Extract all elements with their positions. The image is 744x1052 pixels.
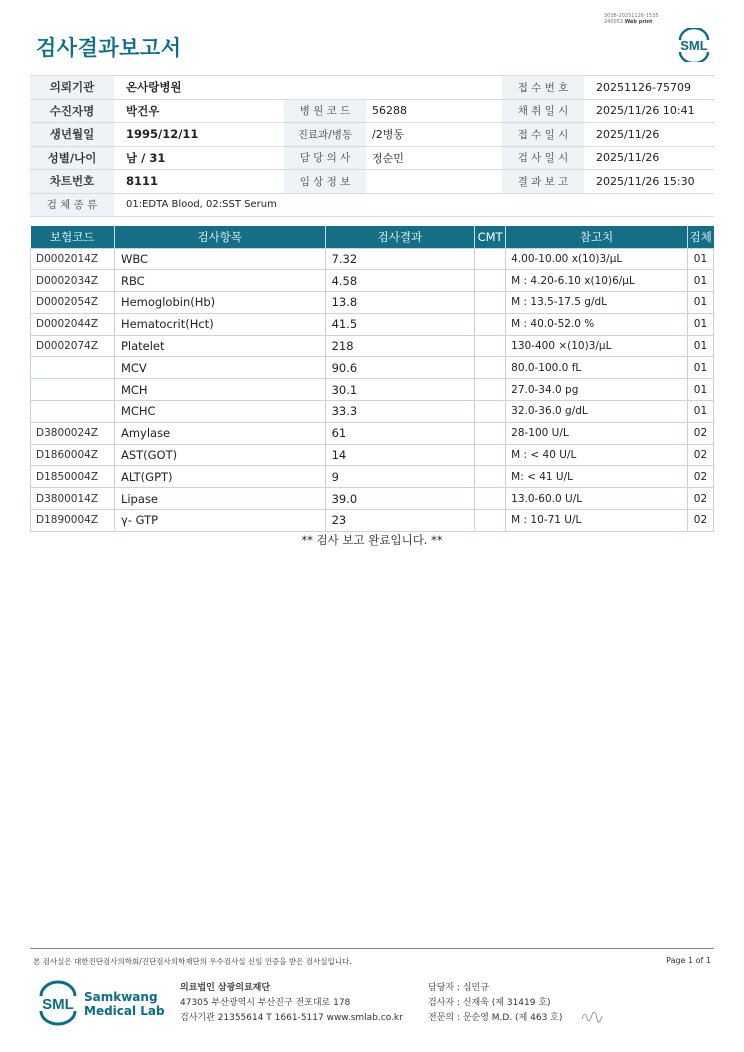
result-row	[31, 401, 714, 423]
staff-specialist: 전문의 : 문순영 M.D. (제 463 호)	[428, 1013, 563, 1023]
chart-label: 차트번호	[30, 170, 114, 194]
result-row	[31, 379, 714, 401]
col-header-code: 보험코드	[31, 226, 115, 248]
test-value: 30.1	[325, 379, 475, 401]
signature-icon	[580, 1011, 604, 1023]
test-comment	[475, 401, 506, 423]
insurance-code: D0002044Z	[31, 313, 115, 335]
info-row	[30, 170, 714, 194]
collect-label: 채 취 일 시	[502, 99, 584, 123]
doctor-value: 정순민	[366, 146, 502, 170]
result-row	[31, 510, 714, 532]
test-comment	[475, 510, 506, 532]
reference-range: 27.0-34.0 pg	[506, 379, 688, 401]
receipt-no-value: 20251126-75709	[584, 76, 714, 100]
specimen-code: 01	[687, 335, 713, 357]
specimen-code: 01	[687, 313, 713, 335]
test-comment	[475, 422, 506, 444]
result-row	[31, 270, 714, 292]
test-item: AST(GOT)	[114, 444, 325, 466]
result-row	[31, 248, 714, 270]
receipt-date-value: 2025/11/26	[584, 123, 714, 147]
info-row	[30, 193, 714, 217]
results-table	[30, 226, 714, 532]
specimen-code: 02	[687, 422, 713, 444]
staff-tester: 검사자 : 신재욱 (제 31419 호)	[428, 998, 551, 1008]
org-contact: 검사기관 21355614 T 1661-5117 www.smlab.co.kr	[180, 1013, 403, 1023]
test-value: 218	[325, 335, 475, 357]
result-row	[31, 292, 714, 314]
dept-label: 진료과/병동	[284, 123, 366, 147]
test-comment	[475, 379, 506, 401]
test-comment	[475, 292, 506, 314]
print-type: Web print	[624, 19, 653, 25]
print-code-number-2: 240053	[604, 19, 624, 25]
receipt-no-label: 접 수 번 호	[502, 76, 584, 100]
test-item: Platelet	[114, 335, 325, 357]
reference-range: M : 13.5-17.5 g/dL	[506, 292, 688, 314]
test-comment	[475, 444, 506, 466]
insurance-code: D3800024Z	[31, 422, 115, 444]
print-code	[604, 13, 659, 25]
insurance-code: D0002054Z	[31, 292, 115, 314]
insurance-code	[31, 379, 115, 401]
test-comment	[475, 488, 506, 510]
brand-name	[84, 990, 165, 1018]
test-value: 61	[325, 422, 475, 444]
specimen-value: 01:EDTA Blood, 02:SST Serum	[114, 193, 714, 217]
result-row	[31, 466, 714, 488]
test-value: 90.6	[325, 357, 475, 379]
test-comment	[475, 270, 506, 292]
reference-range: M : 4.20-6.10 x(10)6/μL	[506, 270, 688, 292]
test-comment	[475, 313, 506, 335]
insurance-code: D1850004Z	[31, 466, 115, 488]
specimen-code: 02	[687, 466, 713, 488]
reference-range: 32.0-36.0 g/dL	[506, 401, 688, 423]
insurance-code: D0002034Z	[31, 270, 115, 292]
report-label: 결 과 보 고	[502, 170, 584, 194]
reference-range: 80.0-100.0 fL	[506, 357, 688, 379]
org-name: 의료법인 삼광의료재단	[180, 983, 271, 993]
certification-note: 본 검사실은 대한진단검사의학회/진단검사의학재단의 우수검사실 신임 인증을 받은 검사실입니다.	[33, 957, 352, 966]
page-number: Page 1 of 1	[666, 956, 711, 965]
specimen-code: 01	[687, 270, 713, 292]
report-value: 2025/11/26 15:30	[584, 170, 714, 194]
info-row	[30, 123, 714, 147]
col-header-cmt: CMT	[475, 226, 506, 248]
reference-range: 13.0-60.0 U/L	[506, 488, 688, 510]
result-row	[31, 488, 714, 510]
report-title: 검사결과보고서	[36, 36, 182, 60]
specimen-code: 01	[687, 401, 713, 423]
test-value: 39.0	[325, 488, 475, 510]
specimen-code: 02	[687, 444, 713, 466]
sml-footer-logo-icon	[36, 980, 80, 1026]
test-item: Lipase	[114, 488, 325, 510]
birth-label: 생년월일	[30, 123, 114, 147]
specimen-code: 01	[687, 357, 713, 379]
hosp-code-value: 56288	[366, 99, 502, 123]
specimen-code: 02	[687, 510, 713, 532]
specimen-code: 01	[687, 248, 713, 270]
brand-line-2: Medical Lab	[84, 1004, 165, 1018]
result-row	[31, 357, 714, 379]
patient-value: 박건우	[114, 99, 284, 123]
test-value: 9	[325, 466, 475, 488]
insurance-code: D3800014Z	[31, 488, 115, 510]
doctor-label: 담 당 의 사	[284, 146, 366, 170]
test-item: MCV	[114, 357, 325, 379]
test-value: 4.58	[325, 270, 475, 292]
test-item: Hemoglobin(Hb)	[114, 292, 325, 314]
chart-value: 8111	[114, 170, 284, 194]
test-comment	[475, 357, 506, 379]
test-value: 23	[325, 510, 475, 532]
results-body	[31, 248, 714, 531]
test-value: 14	[325, 444, 475, 466]
test-value: 41.5	[325, 313, 475, 335]
sex-age-label: 성별/나이	[30, 146, 114, 170]
test-item: RBC	[114, 270, 325, 292]
insurance-code: D1890004Z	[31, 510, 115, 532]
test-value: 13.8	[325, 292, 475, 314]
reference-range: M : 40.0-52.0 %	[506, 313, 688, 335]
test-item: WBC	[114, 248, 325, 270]
test-item: MCH	[114, 379, 325, 401]
test-comment	[475, 248, 506, 270]
result-row	[31, 335, 714, 357]
test-value: 33.3	[325, 401, 475, 423]
reference-range: 130-400 ×(10)3/μL	[506, 335, 688, 357]
staff-info	[428, 981, 562, 1026]
footer-divider	[30, 948, 714, 949]
org-address: 47305 부산광역시 부산진구 전포대로 178	[180, 998, 351, 1008]
test-item: ALT(GPT)	[114, 466, 325, 488]
dept-value: /2병동	[366, 123, 502, 147]
info-row	[30, 76, 714, 100]
exam-date-value: 2025/11/26	[584, 146, 714, 170]
completion-message: ** 검사 보고 완료입니다. **	[301, 533, 443, 547]
clinical-label: 임 상 정 보	[284, 170, 366, 194]
specimen-code: 01	[687, 292, 713, 314]
col-header-spec: 검체	[687, 226, 713, 248]
collect-value: 2025/11/26 10:41	[584, 99, 714, 123]
sml-logo-text: SML	[680, 38, 708, 53]
test-item: γ- GTP	[114, 510, 325, 532]
insurance-code	[31, 357, 115, 379]
sml-footer-logo-text: SML	[42, 996, 74, 1013]
reference-range: M : 10-71 U/L	[506, 510, 688, 532]
reference-range: 28-100 U/L	[506, 422, 688, 444]
info-row	[30, 146, 714, 170]
insurance-code: D0002074Z	[31, 335, 115, 357]
test-item: Hematocrit(Hct)	[114, 313, 325, 335]
test-value: 7.32	[325, 248, 475, 270]
result-row	[31, 313, 714, 335]
insurance-code	[31, 401, 115, 423]
patient-info-table	[30, 75, 714, 217]
test-item: Amylase	[114, 422, 325, 444]
exam-date-label: 검 사 일 시	[502, 146, 584, 170]
hospital-value: 온사랑병원	[114, 76, 502, 100]
test-item: MCHC	[114, 401, 325, 423]
results-header-row	[31, 226, 714, 248]
specimen-code: 02	[687, 488, 713, 510]
hospital-label: 의뢰기관	[30, 76, 114, 100]
col-header-item: 검사항목	[114, 226, 325, 248]
staff-manager: 담당자 : 심민규	[428, 983, 489, 993]
specimen-label: 검 체 종 류	[30, 193, 114, 217]
print-code-number: 3038-20251126-1535	[604, 13, 659, 19]
specimen-code: 01	[687, 379, 713, 401]
sml-logo-icon	[675, 28, 713, 62]
patient-label: 수진자명	[30, 99, 114, 123]
test-comment	[475, 335, 506, 357]
insurance-code: D1860004Z	[31, 444, 115, 466]
reference-range: 4.00-10.00 x(10)3/μL	[506, 248, 688, 270]
brand-line-1: Samkwang	[84, 990, 158, 1004]
test-comment	[475, 466, 506, 488]
result-row	[31, 422, 714, 444]
result-row	[31, 444, 714, 466]
organization-info	[180, 981, 403, 1026]
col-header-value: 검사결과	[325, 226, 475, 248]
hosp-code-label: 병 원 코 드	[284, 99, 366, 123]
reference-range: M : < 40 U/L	[506, 444, 688, 466]
birth-value: 1995/12/11	[114, 123, 284, 147]
sex-age-value: 남 / 31	[114, 146, 284, 170]
col-header-ref: 참고치	[506, 226, 688, 248]
insurance-code: D0002014Z	[31, 248, 115, 270]
reference-range: M: < 41 U/L	[506, 466, 688, 488]
info-row	[30, 99, 714, 123]
clinical-value	[366, 170, 502, 194]
receipt-date-label: 접 수 일 시	[502, 123, 584, 147]
